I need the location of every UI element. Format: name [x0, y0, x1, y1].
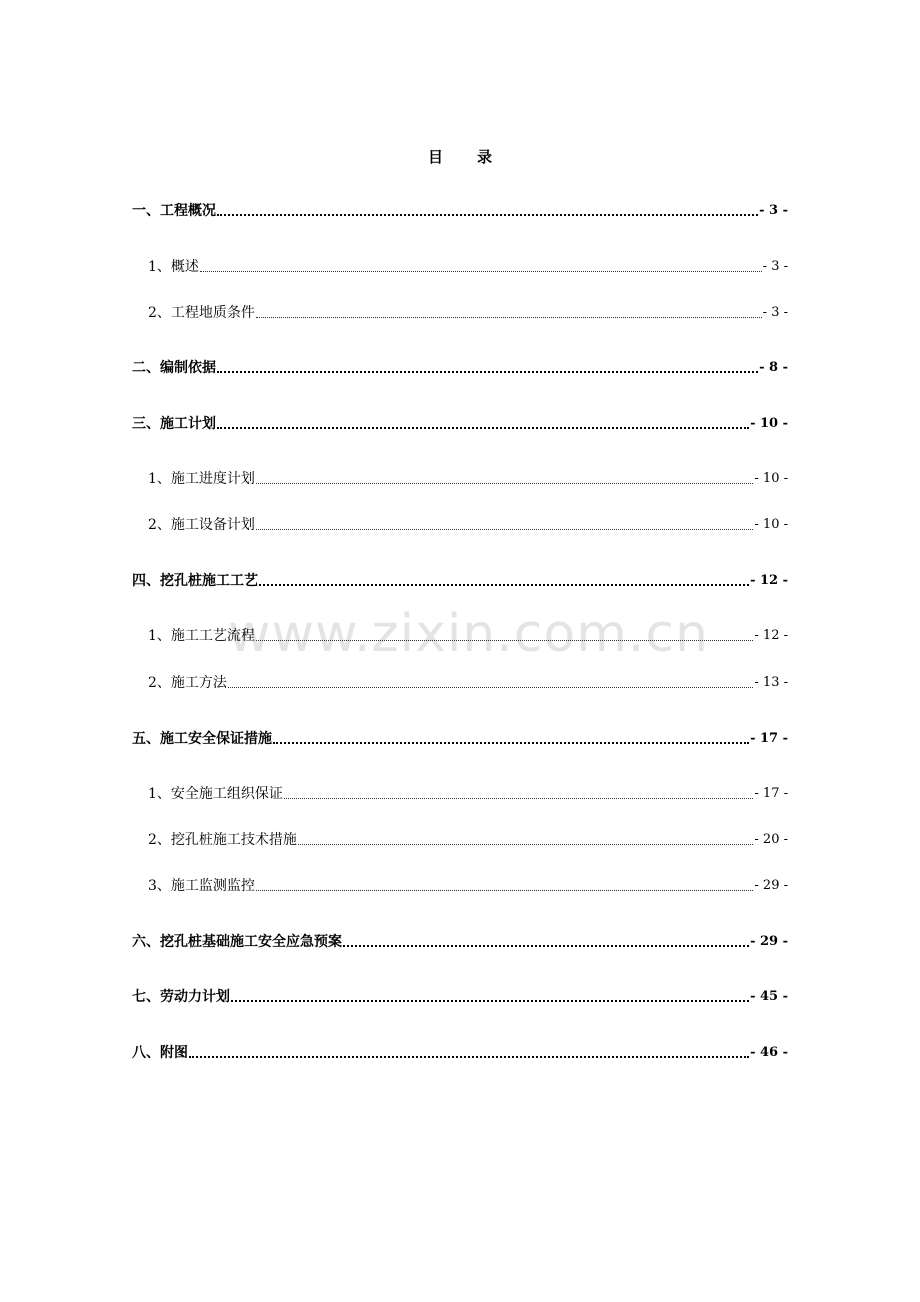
toc-leader — [231, 1000, 749, 1002]
toc-entry-label: 一、工程概况 — [132, 203, 216, 219]
watermark: www.zixin.com.cn — [228, 604, 709, 664]
toc-entry-page: - 29 - — [754, 878, 788, 893]
toc-entry[interactable] — [148, 876, 788, 896]
toc-entry-page: - 3 - — [759, 203, 788, 218]
toc-entry-label: 八、附图 — [132, 1045, 188, 1061]
toc-entry[interactable] — [132, 729, 788, 749]
toc-entry[interactable] — [148, 784, 788, 804]
toc-entry-page: - 10 - — [754, 517, 788, 532]
toc-entry-page: - 17 - — [754, 786, 788, 801]
toc-leader — [228, 687, 753, 688]
toc-entry-label: 2、挖孔桩施工技术措施 — [148, 832, 297, 848]
toc-leader — [189, 1056, 749, 1058]
toc-entry[interactable] — [148, 515, 788, 535]
toc-title-char-2: 录 — [477, 148, 493, 166]
toc-entry-page: - 13 - — [754, 675, 788, 690]
toc-leader — [343, 945, 749, 947]
toc-entry[interactable] — [148, 673, 788, 693]
toc-leader — [217, 214, 758, 216]
toc-entry-label: 三、施工计划 — [132, 416, 216, 432]
toc-entry-page: - 3 - — [762, 259, 788, 274]
toc-entry-label: 1、施工工艺流程 — [148, 628, 255, 644]
toc-leader — [256, 640, 753, 641]
toc-title — [0, 146, 920, 167]
toc-entry-label: 七、劳动力计划 — [132, 989, 230, 1005]
toc-entry-page: - 10 - — [750, 416, 788, 431]
toc-entry-page: - 20 - — [754, 832, 788, 847]
toc-leader — [284, 798, 753, 799]
toc-leader — [273, 742, 749, 744]
toc-entry-label: 五、施工安全保证措施 — [132, 731, 272, 747]
toc-leader — [298, 844, 753, 845]
toc-entry-page: - 46 - — [750, 1045, 788, 1060]
toc-entry[interactable] — [148, 626, 788, 646]
toc-entry-label: 1、安全施工组织保证 — [148, 786, 283, 802]
toc-entry-label: 六、挖孔桩基础施工安全应急预案 — [132, 934, 342, 950]
toc-leader — [217, 371, 758, 373]
toc-leader — [256, 529, 753, 530]
toc-entry[interactable] — [132, 358, 788, 378]
toc-entry[interactable] — [132, 1043, 788, 1063]
toc-entry-page: - 45 - — [750, 989, 788, 1004]
toc-entry[interactable] — [132, 201, 788, 221]
toc-entry-label: 二、编制依据 — [132, 360, 216, 376]
toc-leader — [256, 890, 753, 891]
toc-entry-page: - 3 - — [762, 305, 788, 320]
toc-entry[interactable] — [132, 571, 788, 591]
toc-title-char-1: 目 — [427, 148, 443, 166]
toc-entry-label: 1、概述 — [148, 259, 199, 275]
toc-leader — [256, 317, 762, 318]
toc-entry[interactable] — [132, 987, 788, 1007]
toc-entry-label: 2、施工设备计划 — [148, 517, 255, 533]
toc-entry[interactable] — [132, 414, 788, 434]
toc-entry-page: - 12 - — [750, 573, 788, 588]
toc-entry[interactable] — [148, 469, 788, 489]
toc-leader — [256, 483, 753, 484]
toc-entry[interactable] — [148, 257, 788, 277]
toc-entry[interactable] — [148, 303, 788, 323]
toc-entry-page: - 29 - — [750, 934, 788, 949]
toc-leader — [200, 271, 762, 272]
toc-entry-label: 1、施工进度计划 — [148, 471, 255, 487]
toc-entry-label: 四、挖孔桩施工工艺 — [132, 573, 258, 589]
toc-entry[interactable] — [132, 932, 788, 952]
toc-entry-label: 2、工程地质条件 — [148, 305, 255, 321]
toc-leader — [217, 427, 749, 429]
toc-entry-page: - 8 - — [759, 360, 788, 375]
toc-entry-page: - 12 - — [754, 628, 788, 643]
toc-entry[interactable] — [148, 830, 788, 850]
toc-entry-page: - 17 - — [750, 731, 788, 746]
toc-entry-label: 3、施工监测监控 — [148, 878, 255, 894]
toc-entry-page: - 10 - — [754, 471, 788, 486]
toc-entry-label: 2、施工方法 — [148, 675, 227, 691]
toc-leader — [259, 584, 749, 586]
